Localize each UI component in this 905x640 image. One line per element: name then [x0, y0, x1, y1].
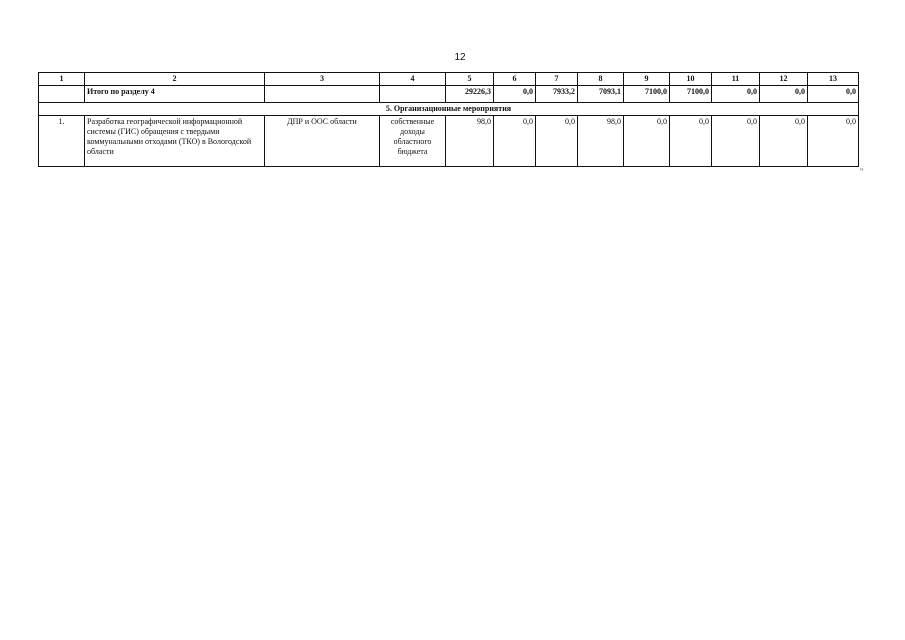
section-5-header-row	[39, 103, 859, 116]
column-number-row	[39, 73, 859, 86]
header-cell: 5	[446, 73, 494, 86]
total-value: 0,0	[808, 86, 859, 103]
header-cell: 6	[494, 73, 536, 86]
closing-quote-mark: "	[860, 167, 864, 176]
item-executor: ДПР и ООС области	[265, 116, 380, 167]
item-value: 0,0	[808, 116, 859, 167]
total-value: 7100,0	[670, 86, 712, 103]
header-cell: 7	[536, 73, 578, 86]
header-cell: 12	[760, 73, 808, 86]
budget-table	[38, 72, 859, 167]
section-4-total-row	[39, 86, 859, 103]
header-cell: 8	[578, 73, 624, 86]
header-cell: 9	[624, 73, 670, 86]
total-value: 7100,0	[624, 86, 670, 103]
item-value: 0,0	[624, 116, 670, 167]
item-number: 1.	[39, 116, 85, 167]
empty-cell	[39, 86, 85, 103]
total-value: 0,0	[494, 86, 536, 103]
header-cell: 2	[85, 73, 265, 86]
header-cell: 10	[670, 73, 712, 86]
header-cell: 4	[380, 73, 446, 86]
header-cell: 1	[39, 73, 85, 86]
item-name: Разработка географической информационной системы (ГИС) обращения с твердыми коммунальными отходами (ТКО) в Вологодской области	[85, 116, 265, 167]
total-value: 0,0	[712, 86, 760, 103]
total-value: 7933,2	[536, 86, 578, 103]
item-value: 0,0	[712, 116, 760, 167]
item-value: 98,0	[578, 116, 624, 167]
item-value: 0,0	[670, 116, 712, 167]
total-value: 0,0	[760, 86, 808, 103]
item-value: 0,0	[536, 116, 578, 167]
item-value: 0,0	[494, 116, 536, 167]
item-funding-source: собственные доходы областного бюджета	[380, 116, 446, 167]
total-value: 29226,3	[446, 86, 494, 103]
page-number: 12	[454, 52, 466, 63]
total-value: 7093,1	[578, 86, 624, 103]
total-label: Итого по разделу 4	[85, 86, 265, 103]
table-row	[39, 116, 859, 167]
section-title: 5. Организационные мероприятия	[39, 103, 859, 116]
header-cell: 13	[808, 73, 859, 86]
empty-cell	[380, 86, 446, 103]
item-value: 98,0	[446, 116, 494, 167]
empty-cell	[265, 86, 380, 103]
item-value: 0,0	[760, 116, 808, 167]
header-cell: 11	[712, 73, 760, 86]
header-cell: 3	[265, 73, 380, 86]
